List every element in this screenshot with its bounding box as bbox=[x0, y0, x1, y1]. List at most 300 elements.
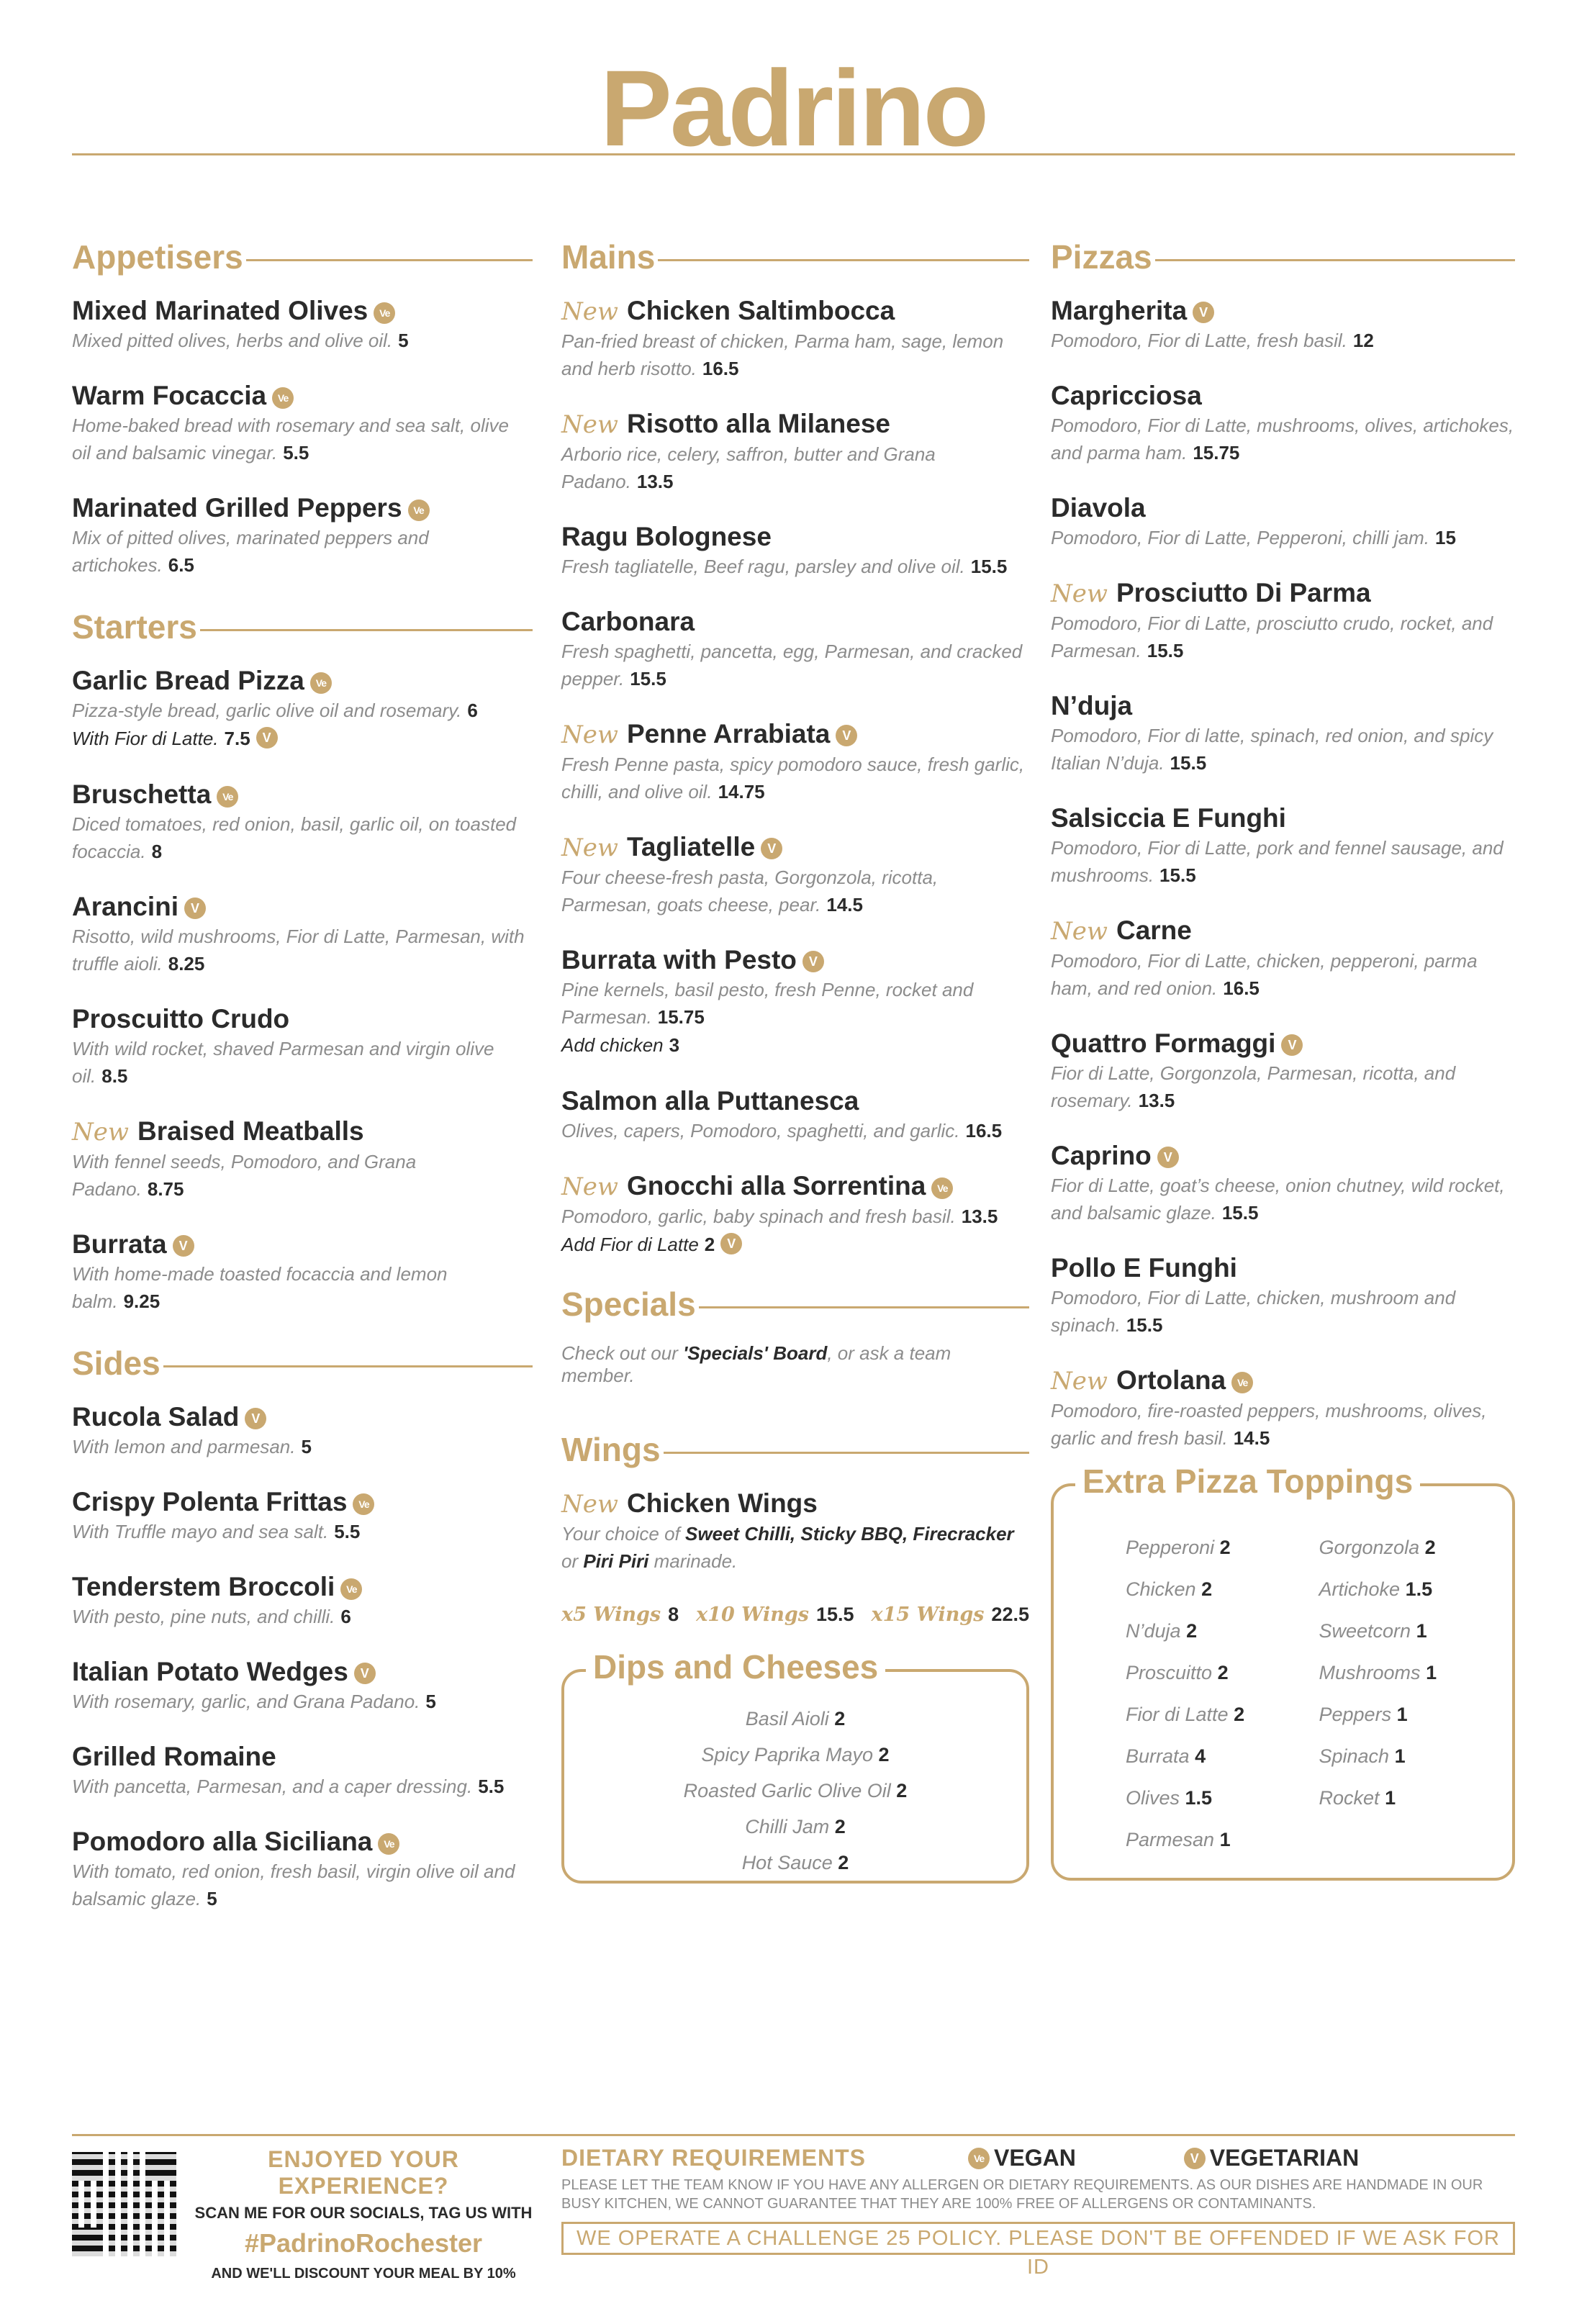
item-description bbox=[561, 864, 1029, 918]
item-name: Pollo E Funghi bbox=[1051, 1253, 1237, 1283]
specials-text: Check out our 'Specials' Board, or ask a team member. bbox=[561, 1342, 951, 1386]
starters-section-header bbox=[72, 607, 533, 646]
menu-item bbox=[561, 1085, 1029, 1144]
item-name: Marinated Grilled Peppers bbox=[72, 493, 402, 523]
topping-name: Gorgonzola bbox=[1319, 1537, 1420, 1558]
item-description bbox=[1051, 1059, 1515, 1114]
item-name: Quattro Formaggi bbox=[1051, 1028, 1276, 1058]
item-description bbox=[72, 1603, 533, 1630]
item-name: Ragu Bolognese bbox=[561, 522, 772, 551]
dip-name: Roasted Garlic Olive Oil bbox=[683, 1780, 891, 1801]
item-title bbox=[72, 295, 533, 327]
topping-item bbox=[1126, 1735, 1319, 1777]
item-description bbox=[1051, 1284, 1515, 1339]
menu-item bbox=[72, 779, 533, 865]
item-price: 5 bbox=[398, 330, 409, 351]
vegetarian-icon: V bbox=[836, 725, 857, 746]
vegetarian-icon: V bbox=[802, 951, 824, 972]
pizzas-list bbox=[1051, 295, 1515, 1452]
item-description bbox=[561, 553, 1029, 580]
sides-heading: Sides bbox=[72, 1344, 160, 1382]
vegetarian-icon: V bbox=[173, 1235, 194, 1257]
vegetarian-icon: V bbox=[1157, 1147, 1179, 1168]
dip-price: 2 bbox=[878, 1744, 890, 1765]
vegetarian-icon: V bbox=[184, 898, 206, 919]
item-name: Grilled Romaine bbox=[72, 1742, 276, 1771]
item-name: Warm Focaccia bbox=[72, 381, 267, 410]
item-price: 15.5 bbox=[1159, 864, 1196, 886]
item-description bbox=[72, 412, 533, 466]
menu-item bbox=[72, 492, 533, 579]
item-price: 16.5 bbox=[965, 1120, 1003, 1141]
item-title bbox=[72, 891, 533, 923]
enjoyed-heading: ENJOYED YOUR EXPERIENCE? bbox=[268, 2146, 459, 2199]
item-title bbox=[561, 606, 1029, 638]
description-text: Home-baked bread with rosemary and sea salt, olive oil and balsamic vinegar. bbox=[72, 415, 509, 464]
menu-item bbox=[1051, 802, 1515, 889]
topping-item bbox=[1319, 1610, 1513, 1652]
item-price: 8.5 bbox=[101, 1065, 128, 1087]
specials-heading: Specials bbox=[561, 1285, 696, 1323]
toppings-left-column bbox=[1126, 1527, 1319, 1860]
item-price: 13.5 bbox=[1138, 1090, 1175, 1111]
extra-text: With Fior di Latte. bbox=[72, 728, 219, 749]
item-title bbox=[1051, 1252, 1515, 1284]
item-name: N’duja bbox=[1051, 691, 1133, 720]
dips-box bbox=[561, 1648, 1029, 1884]
menu-item bbox=[1051, 577, 1515, 664]
dip-item bbox=[564, 1773, 1026, 1809]
item-description bbox=[72, 1688, 533, 1715]
sides-list bbox=[72, 1401, 533, 1912]
description-text: With home-made toasted focaccia and lemon balm. bbox=[72, 1263, 448, 1312]
dips-list bbox=[564, 1701, 1026, 1881]
item-name: Burrata bbox=[72, 1229, 167, 1259]
wings-option-label: x10 Wings bbox=[696, 1604, 809, 1626]
item-name: Italian Potato Wedges bbox=[72, 1657, 348, 1686]
item-name: Risotto alla Milanese bbox=[626, 409, 890, 438]
item-title bbox=[72, 1656, 533, 1688]
item-title bbox=[72, 380, 533, 412]
item-description bbox=[1051, 834, 1515, 889]
topping-name: Burrata bbox=[1126, 1745, 1190, 1767]
menu-item bbox=[561, 1488, 1029, 1575]
topping-name: N’duja bbox=[1126, 1620, 1181, 1642]
item-description bbox=[1051, 327, 1515, 354]
topping-item bbox=[1126, 1568, 1319, 1610]
extra-price: 2 bbox=[704, 1234, 715, 1255]
dip-name: Spicy Paprika Mayo bbox=[701, 1744, 874, 1765]
dip-price: 2 bbox=[834, 1708, 846, 1730]
vegan-legend: Ve VEGAN bbox=[968, 2145, 1076, 2171]
item-description bbox=[72, 524, 533, 579]
item-title bbox=[561, 1170, 1029, 1203]
item-description bbox=[72, 327, 533, 354]
dip-price: 2 bbox=[896, 1780, 908, 1801]
item-title bbox=[72, 1571, 533, 1603]
vegan-icon: Ve bbox=[408, 499, 430, 521]
item-description bbox=[72, 1433, 533, 1460]
description-text: Pomodoro, Fior di Latte, fresh basil. bbox=[1051, 330, 1347, 351]
item-name: Carbonara bbox=[561, 607, 695, 636]
item-price: 6 bbox=[467, 700, 478, 721]
item-description bbox=[561, 976, 1029, 1031]
menu-item bbox=[561, 606, 1029, 692]
item-name: Bruschetta bbox=[72, 779, 212, 809]
scan-text: SCAN ME FOR OUR SOCIALS, TAG US WITH bbox=[194, 2204, 533, 2222]
topping-item bbox=[1319, 1527, 1513, 1568]
topping-item bbox=[1126, 1819, 1319, 1860]
description-text: Pomodoro, Fior di Latte, chicken, mushroom and spinach. bbox=[1051, 1287, 1456, 1336]
description-text: Pan-fried breast of chicken, Parma ham, sage, lemon and herb risotto. bbox=[561, 330, 1004, 379]
extra-price: 7.5 bbox=[224, 728, 250, 749]
item-title bbox=[72, 779, 533, 810]
starters-list bbox=[72, 665, 533, 1315]
item-price: 5 bbox=[301, 1436, 312, 1457]
dietary-text: PLEASE LET THE TEAM KNOW IF YOU HAVE ANY ALLERGEN OR DIETARY REQUIREMENTS. AS OUR DISHES ARE HANDMADE IN OUR BUSY KITCHEN, WE CANNOT GUARANTEE THAT THEY ARE 100% FREE OF ALLERGENS OR CONTAMINANTS. bbox=[561, 2177, 1483, 2212]
menu-item bbox=[1051, 1365, 1515, 1452]
wings-option-price: 22.5 bbox=[991, 1604, 1029, 1625]
item-description bbox=[561, 751, 1029, 805]
item-price: 15 bbox=[1435, 527, 1456, 548]
item-title bbox=[72, 1486, 533, 1518]
item-name: Proscuitto Crudo bbox=[72, 1004, 290, 1034]
item-title bbox=[72, 1741, 533, 1773]
item-price: 5.5 bbox=[283, 442, 309, 464]
topping-item bbox=[1319, 1735, 1513, 1777]
item-price: 5.5 bbox=[478, 1776, 505, 1797]
wings-section-header bbox=[561, 1430, 1029, 1469]
topping-name: Olives bbox=[1126, 1787, 1180, 1809]
topping-name: Chicken bbox=[1126, 1578, 1196, 1600]
menu-item bbox=[72, 1826, 533, 1912]
item-name: Braised Meatballs bbox=[137, 1116, 364, 1146]
item-title bbox=[561, 944, 1029, 976]
title-divider bbox=[72, 153, 1515, 155]
item-price: 12 bbox=[1352, 330, 1374, 351]
item-price: 15.5 bbox=[1126, 1314, 1163, 1336]
pizzas-section-header bbox=[1051, 238, 1515, 276]
topping-name: Sweetcorn bbox=[1319, 1620, 1411, 1642]
item-title bbox=[561, 831, 1029, 864]
item-price: 15.5 bbox=[1147, 640, 1184, 661]
item-title bbox=[1051, 295, 1515, 327]
description-text: Fior di Latte, Gorgonzola, Parmesan, ricotta, and rosemary. bbox=[1051, 1062, 1456, 1111]
topping-price: 2 bbox=[1219, 1537, 1231, 1558]
column-right bbox=[1051, 238, 1515, 1881]
item-title bbox=[561, 408, 1029, 440]
hashtag: #PadrinoRochester bbox=[244, 2228, 483, 2258]
wings-option-price: 15.5 bbox=[816, 1604, 854, 1625]
topping-price: 2 bbox=[1424, 1537, 1436, 1558]
topping-price: 1 bbox=[1396, 1704, 1408, 1725]
description-text: With lemon and parmesan. bbox=[72, 1436, 296, 1457]
wings-option-label: x5 Wings bbox=[561, 1604, 661, 1626]
new-label: New bbox=[1051, 917, 1108, 946]
menu-item bbox=[72, 1003, 533, 1090]
item-price: 5 bbox=[207, 1888, 217, 1909]
item-description bbox=[1051, 524, 1515, 551]
topping-item bbox=[1319, 1652, 1513, 1694]
dips-heading: Dips and Cheeses bbox=[586, 1647, 885, 1686]
menu-item bbox=[72, 1116, 533, 1203]
vegan-icon: Ve bbox=[968, 2148, 990, 2169]
topping-name: Rocket bbox=[1319, 1787, 1380, 1809]
menu-item bbox=[1051, 1140, 1515, 1226]
description-text: With pesto, pine nuts, and chilli. bbox=[72, 1606, 335, 1627]
topping-price: 1.5 bbox=[1405, 1578, 1433, 1600]
specials-board: 'Specials' Board bbox=[683, 1342, 828, 1364]
item-price: 15.5 bbox=[970, 556, 1008, 577]
wings-option bbox=[872, 1604, 1029, 1626]
topping-price: 2 bbox=[1186, 1620, 1198, 1642]
item-price: 15.75 bbox=[1193, 442, 1240, 464]
item-description bbox=[72, 810, 533, 865]
item-name: Arancini bbox=[72, 892, 179, 921]
dip-name: Basil Aioli bbox=[745, 1708, 829, 1730]
menu-item bbox=[1051, 1028, 1515, 1114]
menu-item bbox=[561, 408, 1029, 495]
topping-name: Spinach bbox=[1319, 1745, 1390, 1767]
item-title bbox=[561, 521, 1029, 553]
item-title bbox=[1051, 1140, 1515, 1172]
topping-name: Pepperoni bbox=[1126, 1537, 1215, 1558]
description-text: Four cheese-fresh pasta, Gorgonzola, ricotta, Parmesan, goats cheese, pear. bbox=[561, 867, 939, 915]
item-price: 14.5 bbox=[1233, 1427, 1270, 1449]
item-title bbox=[72, 1826, 533, 1858]
description-text: Fresh spaghetti, pancetta, egg, Parmesan, and cracked pepper. bbox=[561, 641, 1023, 689]
item-price: 16.5 bbox=[702, 358, 739, 379]
toppings-box bbox=[1051, 1462, 1515, 1881]
description-text: Pomodoro, Fior di Latte, mushrooms, olives, artichokes, and parma ham. bbox=[1051, 415, 1514, 464]
mains-list bbox=[561, 295, 1029, 1259]
dip-price: 2 bbox=[838, 1852, 849, 1873]
item-description: Your choice of Sweet Chilli, Sticky BBQ, Firecracker or Piri Piri marinade. bbox=[561, 1523, 1014, 1572]
menu-item bbox=[1051, 380, 1515, 466]
description-text: Pomodoro, Fior di Latte, chicken, pepperoni, parma ham, and red onion. bbox=[1051, 950, 1478, 999]
wings-option-label: x15 Wings bbox=[871, 1604, 985, 1626]
description-text: Pine kernels, basil pesto, fresh Penne, rocket and Parmesan. bbox=[561, 979, 974, 1028]
topping-name: Parmesan bbox=[1126, 1829, 1215, 1850]
menu-item bbox=[1051, 1252, 1515, 1339]
menu-item bbox=[561, 521, 1029, 580]
wings-option bbox=[696, 1604, 854, 1626]
wings-options bbox=[561, 1604, 1029, 1626]
menu-item bbox=[1051, 915, 1515, 1002]
vegetarian-legend: V VEGETARIAN bbox=[1184, 2145, 1359, 2171]
topping-name: Fior di Latte bbox=[1126, 1704, 1229, 1725]
topping-item bbox=[1126, 1652, 1319, 1694]
topping-name: Artichoke bbox=[1319, 1578, 1401, 1600]
menu-item bbox=[1051, 492, 1515, 551]
item-description bbox=[1051, 1397, 1515, 1452]
topping-price: 1 bbox=[1219, 1829, 1231, 1850]
item-title bbox=[1051, 380, 1515, 412]
item-description bbox=[1051, 947, 1515, 1002]
topping-name: Proscuitto bbox=[1126, 1662, 1213, 1683]
description-text: Pomodoro, garlic, baby spinach and fresh basil. bbox=[561, 1206, 956, 1227]
item-description bbox=[72, 923, 533, 977]
vegetarian-icon: V bbox=[761, 838, 782, 859]
menu-item bbox=[72, 1486, 533, 1545]
item-description bbox=[72, 1148, 533, 1203]
item-name: Tagliatelle bbox=[626, 832, 756, 862]
appetisers-list bbox=[72, 295, 533, 579]
item-title bbox=[561, 718, 1029, 751]
vegan-icon: Ve bbox=[310, 672, 332, 694]
menu-item bbox=[1051, 690, 1515, 777]
menu-item bbox=[72, 380, 533, 466]
vegetarian-icon: V bbox=[1281, 1034, 1303, 1056]
item-description bbox=[561, 1117, 1029, 1144]
topping-price: 1 bbox=[1385, 1787, 1396, 1809]
appetisers-section-header bbox=[72, 238, 533, 276]
dietary-heading: DIETARY REQUIREMENTS bbox=[561, 2145, 866, 2171]
item-extra bbox=[561, 1031, 1029, 1059]
new-label: New bbox=[561, 1490, 618, 1519]
item-description bbox=[1051, 722, 1515, 777]
wings-option bbox=[561, 1604, 679, 1626]
item-description bbox=[72, 1518, 533, 1545]
vegetarian-icon: V bbox=[245, 1408, 266, 1429]
mains-section-header bbox=[561, 238, 1029, 276]
specials-section-header bbox=[561, 1285, 1029, 1324]
dietary-block bbox=[561, 2145, 1515, 2279]
topping-name: Mushrooms bbox=[1319, 1662, 1421, 1683]
pizzas-heading: Pizzas bbox=[1051, 238, 1152, 276]
wings-heading: Wings bbox=[561, 1431, 661, 1468]
item-name: Diavola bbox=[1051, 493, 1146, 523]
vegetarian-icon: V bbox=[256, 727, 278, 749]
item-title bbox=[1051, 1028, 1515, 1059]
topping-price: 1 bbox=[1426, 1662, 1437, 1683]
item-price: 8.75 bbox=[147, 1178, 184, 1200]
column-left bbox=[72, 238, 533, 1938]
column-middle bbox=[561, 238, 1029, 1884]
item-name: Ortolana bbox=[1116, 1365, 1226, 1395]
item-description bbox=[561, 440, 1029, 495]
dip-price: 2 bbox=[834, 1816, 846, 1837]
item-description bbox=[72, 1260, 533, 1315]
menu-item bbox=[72, 1401, 533, 1460]
item-title bbox=[1051, 915, 1515, 947]
mains-heading: Mains bbox=[561, 238, 656, 276]
description-text: Mixed pitted olives, herbs and olive oil. bbox=[72, 330, 393, 351]
item-price: 16.5 bbox=[1223, 977, 1260, 999]
description-text: Arborio rice, celery, saffron, butter and Grana Padano. bbox=[561, 443, 936, 492]
vegetarian-icon: V bbox=[1184, 2148, 1206, 2169]
item-price: 5.5 bbox=[334, 1521, 361, 1542]
item-extra bbox=[561, 1230, 1029, 1259]
topping-item bbox=[1126, 1694, 1319, 1735]
toppings-right-column bbox=[1319, 1527, 1513, 1860]
item-price: 13.5 bbox=[961, 1206, 998, 1227]
item-price: 15.75 bbox=[657, 1006, 705, 1028]
vegetarian-icon: V bbox=[1193, 302, 1214, 323]
item-name: Pomodoro alla Siciliana bbox=[72, 1827, 373, 1856]
new-label: New bbox=[1051, 579, 1108, 608]
item-name: Burrata with Pesto bbox=[561, 945, 797, 975]
item-name: Salsiccia E Funghi bbox=[1051, 803, 1286, 833]
extra-text: Add Fior di Latte bbox=[561, 1234, 699, 1255]
description-text: Pomodoro, Fior di Latte, prosciutto crudo, rocket, and Parmesan. bbox=[1051, 612, 1493, 661]
item-price: 13.5 bbox=[636, 471, 674, 492]
description-text: Pomodoro, Fior di Latte, pork and fennel sausage, and mushrooms. bbox=[1051, 837, 1504, 886]
extra-text: Add chicken bbox=[561, 1034, 664, 1056]
menu-item bbox=[561, 1170, 1029, 1259]
menu-item bbox=[72, 1229, 533, 1315]
item-name: Crispy Polenta Frittas bbox=[72, 1487, 348, 1516]
item-price: 15.5 bbox=[1170, 752, 1207, 774]
restaurant-title: Padrino bbox=[600, 48, 987, 168]
vegan-icon: Ve bbox=[353, 1493, 374, 1515]
description-text: Fresh Penne pasta, spicy pomodoro sauce, fresh garlic, chilli, and olive oil. bbox=[561, 754, 1025, 802]
item-name: Caprino bbox=[1051, 1141, 1152, 1170]
menu-item bbox=[561, 295, 1029, 382]
item-description bbox=[561, 638, 1029, 692]
item-name: Garlic Bread Pizza bbox=[72, 666, 304, 695]
item-title bbox=[72, 1229, 533, 1260]
item-price: 15.5 bbox=[1221, 1202, 1259, 1224]
item-title bbox=[72, 1401, 533, 1433]
topping-item bbox=[1126, 1610, 1319, 1652]
vegan-icon: Ve bbox=[340, 1578, 362, 1600]
challenge-25-notice: WE OPERATE A CHALLENGE 25 POLICY. PLEASE DON'T BE OFFENDED IF WE ASK FOR ID bbox=[561, 2222, 1515, 2255]
menu-item bbox=[1051, 295, 1515, 354]
item-title bbox=[1051, 1365, 1515, 1397]
topping-price: 2 bbox=[1201, 1578, 1213, 1600]
topping-item bbox=[1126, 1527, 1319, 1568]
wings-option-price: 8 bbox=[668, 1604, 679, 1625]
item-price: 14.5 bbox=[826, 894, 863, 915]
topping-price: 2 bbox=[1234, 1704, 1245, 1725]
item-title bbox=[1051, 690, 1515, 722]
menu-item bbox=[72, 1571, 533, 1630]
item-description bbox=[1051, 610, 1515, 664]
topping-item bbox=[1319, 1777, 1513, 1819]
new-label: New bbox=[1051, 1367, 1108, 1396]
item-description bbox=[72, 697, 533, 724]
new-label: New bbox=[561, 1172, 618, 1201]
vegan-icon: Ve bbox=[1231, 1372, 1253, 1393]
item-description bbox=[72, 1773, 533, 1800]
item-title bbox=[561, 295, 1029, 327]
dip-item bbox=[564, 1701, 1026, 1737]
description-text: With tomato, red onion, fresh basil, virgin olive oil and balsamic glaze. bbox=[72, 1860, 515, 1909]
topping-price: 1 bbox=[1416, 1620, 1427, 1642]
item-price: 8.25 bbox=[168, 953, 205, 975]
description-text: Fresh tagliatelle, Beef ragu, parsley and olive oil. bbox=[561, 556, 965, 577]
new-label: New bbox=[72, 1118, 129, 1147]
menu-item bbox=[72, 1741, 533, 1800]
item-price: 6 bbox=[340, 1606, 351, 1627]
menu-item bbox=[561, 944, 1029, 1059]
item-description bbox=[1051, 412, 1515, 466]
item-price: 6.5 bbox=[168, 554, 194, 576]
item-name: Prosciutto Di Parma bbox=[1116, 578, 1371, 607]
item-extra bbox=[72, 724, 533, 753]
item-name: Chicken Saltimbocca bbox=[626, 296, 895, 325]
dip-item bbox=[564, 1809, 1026, 1845]
menu-item bbox=[72, 1656, 533, 1715]
dip-item bbox=[564, 1845, 1026, 1881]
description-text: Diced tomatoes, red onion, basil, garlic oil, on toasted focaccia. bbox=[72, 813, 517, 862]
vegan-icon: Ve bbox=[378, 1833, 399, 1855]
description-text: Pomodoro, fire-roasted peppers, mushrooms, olives, garlic and fresh basil. bbox=[1051, 1400, 1487, 1449]
appetisers-heading: Appetisers bbox=[72, 238, 243, 276]
qr-code[interactable] bbox=[72, 2152, 176, 2256]
description-text: With pancetta, Parmesan, and a caper dressing. bbox=[72, 1776, 473, 1797]
